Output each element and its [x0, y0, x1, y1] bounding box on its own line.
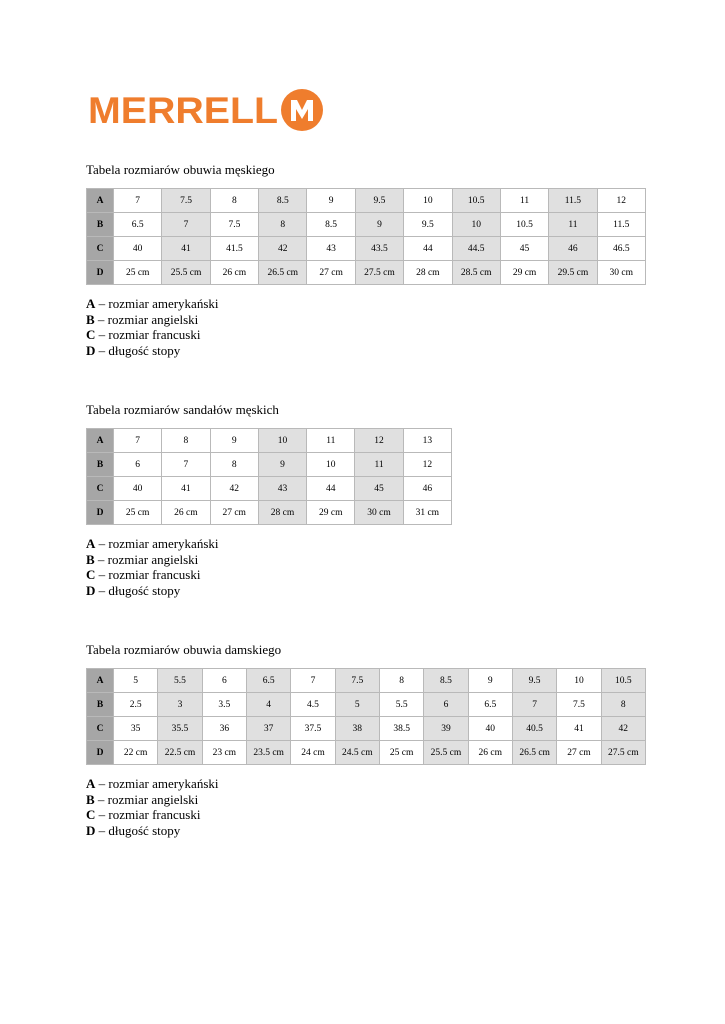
size-cell: 10 — [258, 429, 306, 453]
size-cell: 44 — [307, 477, 355, 501]
size-cell: 40 — [114, 477, 162, 501]
size-cell: 7 — [114, 189, 162, 213]
legend-text: – rozmiar amerykański — [95, 296, 219, 311]
size-cell: 25.5 cm — [424, 741, 468, 765]
size-cell: 10 — [307, 453, 355, 477]
size-cell: 46.5 — [597, 237, 645, 261]
size-cell: 29 cm — [307, 501, 355, 525]
size-cell: 26 cm — [468, 741, 512, 765]
legend-item — [86, 776, 646, 792]
size-cell: 8.5 — [424, 669, 468, 693]
row-label: C — [87, 717, 114, 741]
size-cell: 5 — [335, 693, 379, 717]
legend-item — [86, 327, 646, 343]
legend-text: – rozmiar francuski — [95, 567, 201, 582]
size-cell: 4.5 — [291, 693, 335, 717]
size-cell: 10.5 — [601, 669, 645, 693]
size-cell: 8 — [601, 693, 645, 717]
legend-item — [86, 312, 646, 328]
size-cell: 7 — [114, 429, 162, 453]
size-cell: 11 — [355, 453, 403, 477]
size-cell: 45 — [355, 477, 403, 501]
size-cell: 30 cm — [597, 261, 645, 285]
size-cell: 22 cm — [114, 741, 158, 765]
table-row — [87, 693, 646, 717]
size-cell: 8.5 — [307, 213, 355, 237]
size-cell: 36 — [202, 717, 246, 741]
size-cell: 43 — [258, 477, 306, 501]
size-cell: 28 cm — [404, 261, 452, 285]
table-row — [87, 477, 452, 501]
size-cell: 12 — [355, 429, 403, 453]
size-cell: 29.5 cm — [549, 261, 597, 285]
size-cell: 5 — [114, 669, 158, 693]
size-cell: 28.5 cm — [452, 261, 500, 285]
size-cell: 26.5 cm — [259, 261, 307, 285]
size-cell: 35.5 — [158, 717, 202, 741]
size-cell: 6 — [202, 669, 246, 693]
size-cell: 29 cm — [500, 261, 548, 285]
table-row — [87, 261, 646, 285]
row-label: A — [87, 429, 114, 453]
size-cell: 8.5 — [259, 189, 307, 213]
size-cell: 9.5 — [355, 189, 403, 213]
legend-text: – długość stopy — [95, 822, 181, 838]
size-cell: 3 — [158, 693, 202, 717]
legend-key: D — [86, 582, 96, 598]
size-cell: 11 — [549, 213, 597, 237]
legend-text: – rozmiar angielski — [94, 551, 199, 567]
row-label: B — [87, 453, 114, 477]
legend-key: B — [86, 791, 95, 807]
size-cell: 7 — [162, 213, 210, 237]
size-cell: 9 — [468, 669, 512, 693]
legend-key: B — [86, 311, 95, 327]
size-cell: 46 — [403, 477, 451, 501]
size-cell: 8 — [379, 669, 423, 693]
size-cell: 6.5 — [114, 213, 162, 237]
size-cell: 38.5 — [379, 717, 423, 741]
table-row — [87, 741, 646, 765]
size-cell: 10 — [404, 189, 452, 213]
size-cell: 9 — [210, 429, 258, 453]
size-cell: 40 — [468, 717, 512, 741]
size-cell: 44 — [404, 237, 452, 261]
size-cell: 27 cm — [307, 261, 355, 285]
size-cell: 43 — [307, 237, 355, 261]
size-cell: 30 cm — [355, 501, 403, 525]
legend-item — [86, 296, 646, 312]
size-cell: 5.5 — [379, 693, 423, 717]
legend-item — [86, 583, 452, 599]
size-cell: 9 — [355, 213, 403, 237]
size-cell: 6.5 — [246, 669, 290, 693]
legend-item — [86, 792, 646, 808]
size-cell: 9 — [258, 453, 306, 477]
size-cell: 8 — [162, 429, 210, 453]
size-cell: 41 — [557, 717, 601, 741]
size-cell: 7.5 — [162, 189, 210, 213]
size-cell: 12 — [597, 189, 645, 213]
legend-item — [86, 807, 646, 823]
size-cell: 24.5 cm — [335, 741, 379, 765]
table-row — [87, 501, 452, 525]
size-cell: 31 cm — [403, 501, 451, 525]
size-cell: 40.5 — [512, 717, 556, 741]
size-cell: 11.5 — [597, 213, 645, 237]
legend-key: A — [86, 776, 96, 791]
size-cell: 26 cm — [210, 261, 258, 285]
size-cell: 42 — [259, 237, 307, 261]
size-cell: 38 — [335, 717, 379, 741]
size-cell: 22.5 cm — [158, 741, 202, 765]
size-cell: 42 — [601, 717, 645, 741]
table-row — [87, 213, 646, 237]
legend-key: C — [86, 567, 96, 582]
table-row — [87, 237, 646, 261]
size-cell: 10 — [557, 669, 601, 693]
table-row — [87, 453, 452, 477]
size-cell: 6.5 — [468, 693, 512, 717]
size-cell: 9 — [307, 189, 355, 213]
row-label: D — [87, 741, 114, 765]
row-label: A — [87, 189, 114, 213]
size-cell: 9.5 — [404, 213, 452, 237]
size-cell: 25 cm — [114, 261, 162, 285]
size-cell: 40 — [114, 237, 162, 261]
section-title: Tabela rozmiarów obuwia damskiego — [86, 642, 282, 657]
legend-text: – rozmiar amerykański — [95, 776, 219, 791]
merrell-logo-graphic — [88, 88, 324, 132]
size-cell: 37 — [246, 717, 290, 741]
legend — [86, 536, 452, 598]
size-cell: 44.5 — [452, 237, 500, 261]
table-row — [87, 189, 646, 213]
size-cell: 8 — [210, 453, 258, 477]
size-cell: 43.5 — [355, 237, 403, 261]
mens-shoes-section — [86, 162, 646, 358]
row-label: B — [87, 213, 114, 237]
legend — [86, 296, 646, 358]
legend-key: D — [86, 342, 96, 358]
size-cell: 5.5 — [158, 669, 202, 693]
size-cell: 8 — [259, 213, 307, 237]
legend-text: – rozmiar angielski — [94, 791, 199, 807]
size-cell: 41 — [162, 477, 210, 501]
size-cell: 37.5 — [291, 717, 335, 741]
size-cell: 24 cm — [291, 741, 335, 765]
size-cell: 27.5 cm — [601, 741, 645, 765]
legend-item — [86, 536, 452, 552]
size-cell: 25 cm — [379, 741, 423, 765]
row-label: D — [87, 261, 114, 285]
row-label: C — [87, 477, 114, 501]
size-cell: 13 — [403, 429, 451, 453]
legend-text: – rozmiar francuski — [95, 327, 201, 342]
size-cell: 41.5 — [210, 237, 258, 261]
legend — [86, 776, 646, 838]
size-cell: 25.5 cm — [162, 261, 210, 285]
size-cell: 10 — [452, 213, 500, 237]
size-cell: 11.5 — [549, 189, 597, 213]
size-cell: 27 cm — [210, 501, 258, 525]
merrell-logo — [88, 88, 324, 132]
row-label: B — [87, 693, 114, 717]
legend-key: D — [86, 822, 96, 838]
size-cell: 9.5 — [512, 669, 556, 693]
logo-wordmark: MERRELL — [88, 90, 278, 131]
legend-key: A — [86, 296, 96, 311]
legend-item — [86, 567, 452, 583]
table-row — [87, 669, 646, 693]
size-table — [86, 188, 646, 285]
size-cell: 7 — [512, 693, 556, 717]
size-cell: 27.5 cm — [355, 261, 403, 285]
size-cell: 35 — [114, 717, 158, 741]
size-cell: 39 — [424, 717, 468, 741]
size-cell: 2.5 — [114, 693, 158, 717]
legend-key: B — [86, 551, 95, 567]
size-cell: 6 — [114, 453, 162, 477]
legend-key: C — [86, 327, 96, 342]
size-cell: 7.5 — [210, 213, 258, 237]
legend-key: C — [86, 807, 96, 822]
size-cell: 3.5 — [202, 693, 246, 717]
mens-sandals-section — [86, 402, 452, 598]
section-title: Tabela rozmiarów sandałów męskich — [86, 402, 279, 417]
size-cell: 11 — [307, 429, 355, 453]
row-label: A — [87, 669, 114, 693]
size-cell: 23 cm — [202, 741, 246, 765]
size-cell: 46 — [549, 237, 597, 261]
size-cell: 25 cm — [114, 501, 162, 525]
size-cell: 42 — [210, 477, 258, 501]
size-cell: 7.5 — [557, 693, 601, 717]
size-cell: 11 — [500, 189, 548, 213]
size-table — [86, 428, 452, 525]
legend-key: A — [86, 536, 96, 551]
size-cell: 8 — [210, 189, 258, 213]
size-cell: 27 cm — [557, 741, 601, 765]
legend-text: – rozmiar francuski — [95, 807, 201, 822]
size-table — [86, 668, 646, 765]
legend-text: – rozmiar amerykański — [95, 536, 219, 551]
size-cell: 28 cm — [258, 501, 306, 525]
row-label: D — [87, 501, 114, 525]
size-cell: 7.5 — [335, 669, 379, 693]
womens-shoes-section — [86, 642, 646, 838]
size-cell: 23.5 cm — [246, 741, 290, 765]
size-cell: 12 — [403, 453, 451, 477]
size-cell: 6 — [424, 693, 468, 717]
size-cell: 10.5 — [500, 213, 548, 237]
legend-text: – długość stopy — [95, 582, 181, 598]
size-cell: 4 — [246, 693, 290, 717]
legend-item — [86, 552, 452, 568]
size-cell: 41 — [162, 237, 210, 261]
size-cell: 10.5 — [452, 189, 500, 213]
size-cell: 26 cm — [162, 501, 210, 525]
size-cell: 7 — [162, 453, 210, 477]
size-cell: 45 — [500, 237, 548, 261]
row-label: C — [87, 237, 114, 261]
size-cell: 26.5 cm — [512, 741, 556, 765]
table-row — [87, 429, 452, 453]
legend-item — [86, 343, 646, 359]
section-title: Tabela rozmiarów obuwia męskiego — [86, 162, 275, 177]
legend-text: – długość stopy — [95, 342, 181, 358]
table-row — [87, 717, 646, 741]
legend-text: – rozmiar angielski — [94, 311, 199, 327]
legend-item — [86, 823, 646, 839]
size-cell: 7 — [291, 669, 335, 693]
